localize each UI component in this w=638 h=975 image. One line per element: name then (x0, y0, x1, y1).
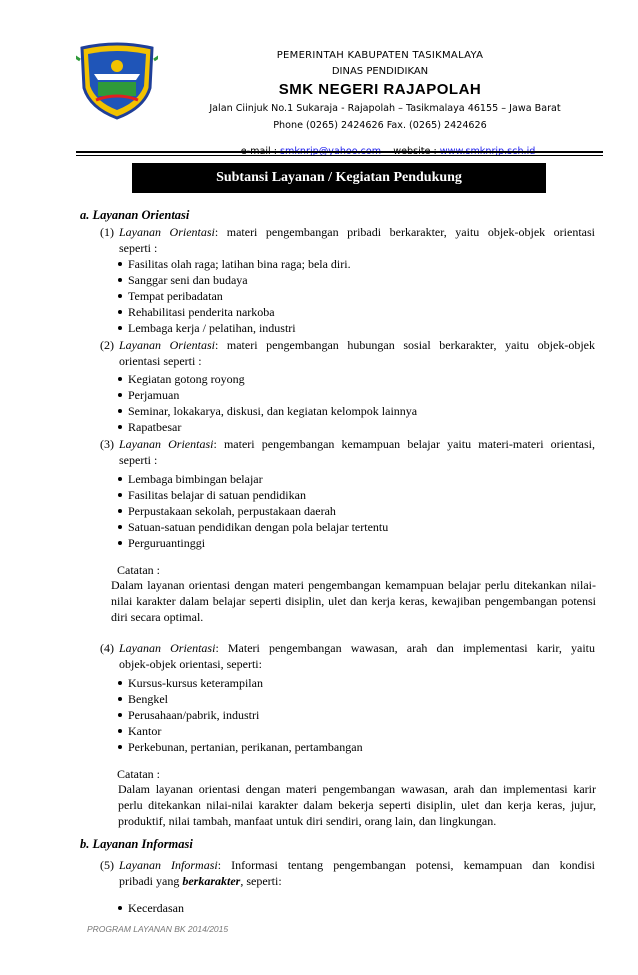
item-text-cont: orientasi seperti : (119, 354, 202, 368)
item-text: : materi pengembangan kemampuan belajar yaitu materi-materi orientasi, (213, 437, 595, 451)
item-4-bullets (118, 675, 363, 755)
item-2 (100, 337, 595, 369)
header-address: Jalan Ciinjuk No.1 Sukaraja - Rajapolah – Tasikmalaya 46155 – Jawa Barat (209, 103, 561, 114)
item-number: (3) (100, 437, 114, 451)
item-label: Layanan Orientasi (119, 338, 215, 352)
list-item: Tempat peribadatan (118, 288, 351, 304)
note-text: Dalam layanan orientasi dengan materi pengembangan kemampuan belajar perlu ditekankan nilai-nilai karakter dalam belajar seperti disiplin, ulet dan kerja keras, kewajiban pengembangan potensi diri secara optimal. (111, 578, 596, 624)
header-department: DINAS PENDIDIKAN (331, 66, 429, 77)
header-divider-thin (76, 155, 603, 156)
list-item: Kursus-kursus keterampilan (118, 675, 363, 691)
item-text-cont: pribadi yang (119, 874, 183, 888)
item-number: (1) (100, 225, 114, 239)
item-4 (100, 640, 595, 672)
item-text: : materi pengembangan pribadi berkarakter, yaitu objek-objek orientasi (214, 225, 595, 239)
item-label: Layanan Orientasi (119, 641, 216, 655)
list-item: Fasilitas belajar di satuan pendidikan (118, 487, 388, 503)
item-text-emphasis: berkarakter (182, 874, 241, 888)
item-text-cont: objek-objek orientasi, seperti: (119, 657, 262, 671)
list-item: Lembaga kerja / pelatihan, industri (118, 320, 351, 336)
list-item: Rapatbesar (118, 419, 417, 435)
list-item: Perjamuan (118, 387, 417, 403)
note-label: Catatan : (117, 563, 160, 577)
section-a-title: a. Layanan Orientasi (80, 208, 190, 222)
list-item: Perguruantinggi (118, 535, 388, 551)
page-footer: PROGRAM LAYANAN BK 2014/2015 (87, 924, 229, 934)
item-label: Layanan Orientasi (119, 225, 215, 239)
item-5 (100, 857, 595, 889)
list-item: Bengkel (118, 691, 363, 707)
note-label: Catatan : (117, 767, 160, 781)
header-contacts (150, 135, 620, 157)
document-title-banner: Subtansi Layanan / Kegiatan Pendukung (132, 163, 546, 193)
item-text-cont: seperti : (119, 241, 158, 255)
item-text: : Informasi tentang pengembangan potensi, kemampuan dan kondisi (217, 858, 596, 872)
header-divider-thick (76, 151, 603, 153)
school-logo-emblem (76, 42, 158, 120)
item-label: Layanan Informasi (119, 858, 218, 872)
list-item: Fasilitas olah raga; latihan bina raga; bela diri. (118, 256, 351, 272)
item-text-cont: , seperti: (240, 874, 282, 888)
item-number: (2) (100, 338, 114, 352)
item-3-bullets (118, 471, 388, 551)
item-label: Layanan Orientasi (119, 437, 214, 451)
list-item: Kantor (118, 723, 363, 739)
list-item: Rehabilitasi penderita narkoba (118, 304, 351, 320)
item-number: (5) (100, 858, 114, 872)
list-item: Satuan-satuan pendidikan dengan pola belajar tertentu (118, 519, 388, 535)
header-school-name: SMK NEGERI RAJAPOLAH (278, 81, 482, 98)
header-government: PEMERINTAH KABUPATEN TASIKMALAYA (276, 50, 484, 61)
item-5-bullets (118, 900, 184, 916)
list-item: Sanggar seni dan budaya (118, 272, 351, 288)
list-item: Seminar, lokakarya, diskusi, dan kegiatan kelompok lainnya (118, 403, 417, 419)
header-phone: Phone (0265) 2424626 Fax. (0265) 2424626 (273, 120, 487, 131)
item-3 (100, 436, 595, 468)
list-item: Perkebunan, pertanian, perikanan, pertambangan (118, 739, 363, 755)
section-b-title: b. Layanan Informasi (80, 837, 193, 851)
list-item: Lembaga bimbingan belajar (118, 471, 388, 487)
item-text: : Materi pengembangan wawasan, arah dan implementasi karir, yaitu (215, 641, 595, 655)
list-item: Kecerdasan (118, 900, 184, 916)
item-text: : materi pengembangan hubungan sosial berkarakter, yaitu objek-objek (214, 338, 595, 352)
note-text: Dalam layanan orientasi dengan materi pengembangan wawasan, arah dan implementasi karir perlu ditekankan nilai-nilai karakter dalam bekerja seperti disiplin, ulet dan kerja keras, jujur, produktif, nilai tambah, manfaat untuk diri sendiri, orang lain, dan lingkungan. (118, 782, 596, 828)
item-text-cont: seperti : (119, 453, 158, 467)
list-item: Perusahaan/pabrik, industri (118, 707, 363, 723)
list-item: Kegiatan gotong royong (118, 371, 417, 387)
item-1 (100, 224, 595, 256)
item-1-bullets (118, 256, 351, 336)
item-2-bullets (118, 371, 417, 435)
list-item: Perpustakaan sekolah, perpustakaan daerah (118, 503, 388, 519)
item-number: (4) (100, 641, 114, 655)
